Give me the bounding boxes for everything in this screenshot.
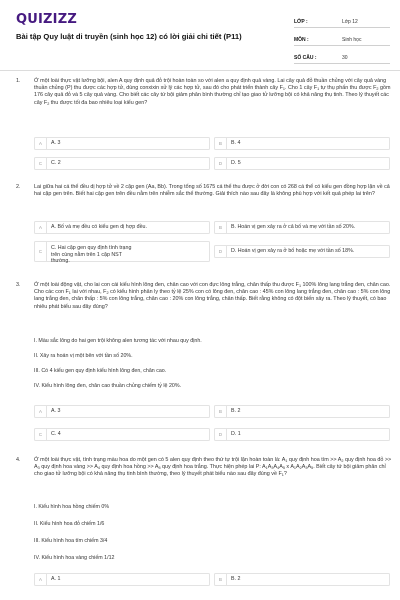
option-text: C. Hai cặp gen quy định tính trạng trên cùng nằm trên 1 cặp NST thường. [51, 245, 132, 265]
statement: III. Có 4 kiểu gen quy định kiểu hình lông đen, chân cao. [34, 368, 167, 374]
option-d[interactable] [214, 245, 390, 258]
meta-row-count [294, 48, 390, 64]
question-text: Ở một loài thực vật lưỡng bội, alen A quy định quả đỏ trội hoàn toàn so với alen a quy định quả vàng. Lai cây quả đỏ thuần chủng với cây quả vàng thuần chủng (P) thu được các hợp tử, dùng conxixin xử lý các hợp tử, sau đó cho phát triển thành cây $F_1$. Cho 1 cây $F_1$ tự thụ phấn thu được $F_2$ gồm 176 cây quả đỏ và 5 cây quả vàng. Cho biết các cây tứ bội giảm phân bình thường chỉ tạo giao tử lưỡng bội có khả năng thụ tinh. Theo lý thuyết các cây $F_2$ thu được tối đa bao nhiêu loại kiểu gen? [34, 78, 391, 106]
option-b[interactable] [214, 137, 390, 150]
meta-label: MÔN : [294, 37, 309, 43]
option-c[interactable] [34, 157, 210, 170]
option-letter: C [35, 429, 47, 440]
option-letter: B [215, 138, 227, 149]
option-d[interactable] [214, 157, 390, 170]
option-b[interactable] [214, 405, 390, 418]
option-b[interactable] [214, 573, 390, 586]
option-text: D. 1 [231, 431, 241, 437]
option-letter: B [215, 406, 227, 417]
option-letter: B [215, 574, 227, 585]
option-text: A. 3 [51, 408, 61, 414]
option-text: D. Hoán vị gen xảy ra ở bố hoặc mẹ với tần số 18%. [231, 248, 355, 254]
option-text: A. Bố và mẹ đều có kiểu gen dị hợp đều. [51, 224, 147, 230]
statement: IV. Kiểu hình hoa vàng chiếm 1/12 [34, 555, 115, 561]
question-number: 1. [16, 78, 21, 84]
option-a[interactable] [34, 221, 210, 234]
option-text: B. 4 [231, 140, 241, 146]
option-b[interactable] [214, 221, 390, 234]
option-letter: B [215, 222, 227, 233]
document-meta [294, 12, 390, 66]
option-text: B. 2 [231, 576, 241, 582]
option-letter: A [35, 222, 47, 233]
option-c[interactable] [34, 241, 210, 265]
option-text: D. 5 [231, 160, 241, 166]
question-text: Ở một loài động vật, cho lai con cái kiểu hình lông đen, chân cao với con đực lông trắng, chân thấp thu được $F_1$ 100% lông lang trắng đen, chân cao. Cho các con $F_1$ lai với nhau, $F_2$ có kiểu hình phân ly theo tỷ lệ 25% con có lông đen, chân cao : 45% con lông lang trắng đen, chân cao : 5% con lông lang trắng đen, chân thấp : 5% con lông trắng, chân cao : 20% con lông trắng, chân thấp. Biết rằng không có đột biến xảy ra. Theo lý thuyết, có bao nhiêu phát biểu sau đây đúng? [34, 282, 391, 310]
option-letter: A [35, 574, 47, 585]
statement: II. Xảy ra hoán vị một bên với tần số 20%. [34, 353, 133, 359]
option-text: A. 3 [51, 140, 61, 146]
meta-row-grade [294, 12, 390, 28]
option-letter: C [35, 158, 47, 169]
meta-value: Sinh học [342, 37, 362, 43]
option-text: C. 2 [51, 160, 61, 166]
question-number: 4. [16, 457, 21, 463]
option-d[interactable] [214, 428, 390, 441]
option-text: B. 2 [231, 408, 241, 414]
page-header [0, 0, 400, 70]
option-a[interactable] [34, 405, 210, 418]
option-letter: D [215, 246, 227, 257]
statement: III. Kiểu hình hoa tím chiếm 3/4 [34, 538, 108, 544]
statement: I. Kiểu hình hoa hồng chiếm 0% [34, 504, 110, 510]
meta-label: SỐ CÂU : [294, 55, 317, 61]
question-text: Lai giữa hai cá thể đều dị hợp tử về 2 cặp gen (Aa, Bb). Trong tổng số 1675 cá thể thu được ở đời con có 268 cá thể có kiểu gen đồng hợp lặn về cả hai cặp gen trên. Biết hai cặp gen trên đều nằm trên nhiễm sắc thể thường. Giải thích nào sau đây là không phù hợp với kết quả phép lai trên? [34, 184, 390, 198]
question-number: 2. [16, 184, 21, 190]
option-letter: D [215, 158, 227, 169]
question-number: 3. [16, 282, 21, 288]
option-letter: A [35, 138, 47, 149]
option-text: A. 1 [51, 576, 61, 582]
meta-row-subject [294, 30, 390, 46]
meta-label: LỚP : [294, 19, 308, 25]
option-a[interactable] [34, 137, 210, 150]
option-text: C. 4 [51, 431, 61, 437]
option-text: B. Hoán vị gen xảy ra ở cả bố và mẹ với tần số 20%. [231, 224, 356, 230]
meta-value: Lớp 12 [342, 19, 358, 25]
statement: I. Màu sắc lông do hai gen trội không alen tương tác với nhau quy định. [34, 338, 202, 344]
document-title: Bài tập Quy luật di truyền (sinh học 12) có lời giải chi tiết (P11) [16, 32, 242, 41]
option-a[interactable] [34, 573, 210, 586]
quizizz-logo: QUIZIZZ [16, 12, 77, 27]
option-letter: D [215, 429, 227, 440]
option-letter: C [35, 242, 47, 261]
option-letter: A [35, 406, 47, 417]
statement: IV. Kiểu hình lông đen, chân cao thuần chủng chiếm tỷ lệ 20%. [34, 383, 182, 389]
option-c[interactable] [34, 428, 210, 441]
header-divider [0, 70, 400, 71]
question-text: Ở một loài thực vật, tính trạng màu hoa do một gen có 5 alen quy định theo thứ tự trội lặn hoàn toàn là: $A_1$ quy định hoa tím >> $A_2$ quy định hoa đỏ >> $A_3$ quy định hoa vàng >> $A_4$ quy định hoa hồng >> $A_5$ quy định hoa trắng. Thực hiện phép lai P: $A_1A_3A_4A_5$ x $A_1A_2A_3A_5$. Biết cây tứ bội giảm phân chỉ cho giao tử lưỡng bội có khả năng thụ tinh bình thường, theo lý thuyết phát biểu nào sau đây đúng về $F_1$? [34, 457, 392, 478]
statement: II. Kiểu hình hoa đỏ chiếm 1/6 [34, 521, 105, 527]
meta-value: 30 [342, 55, 348, 61]
